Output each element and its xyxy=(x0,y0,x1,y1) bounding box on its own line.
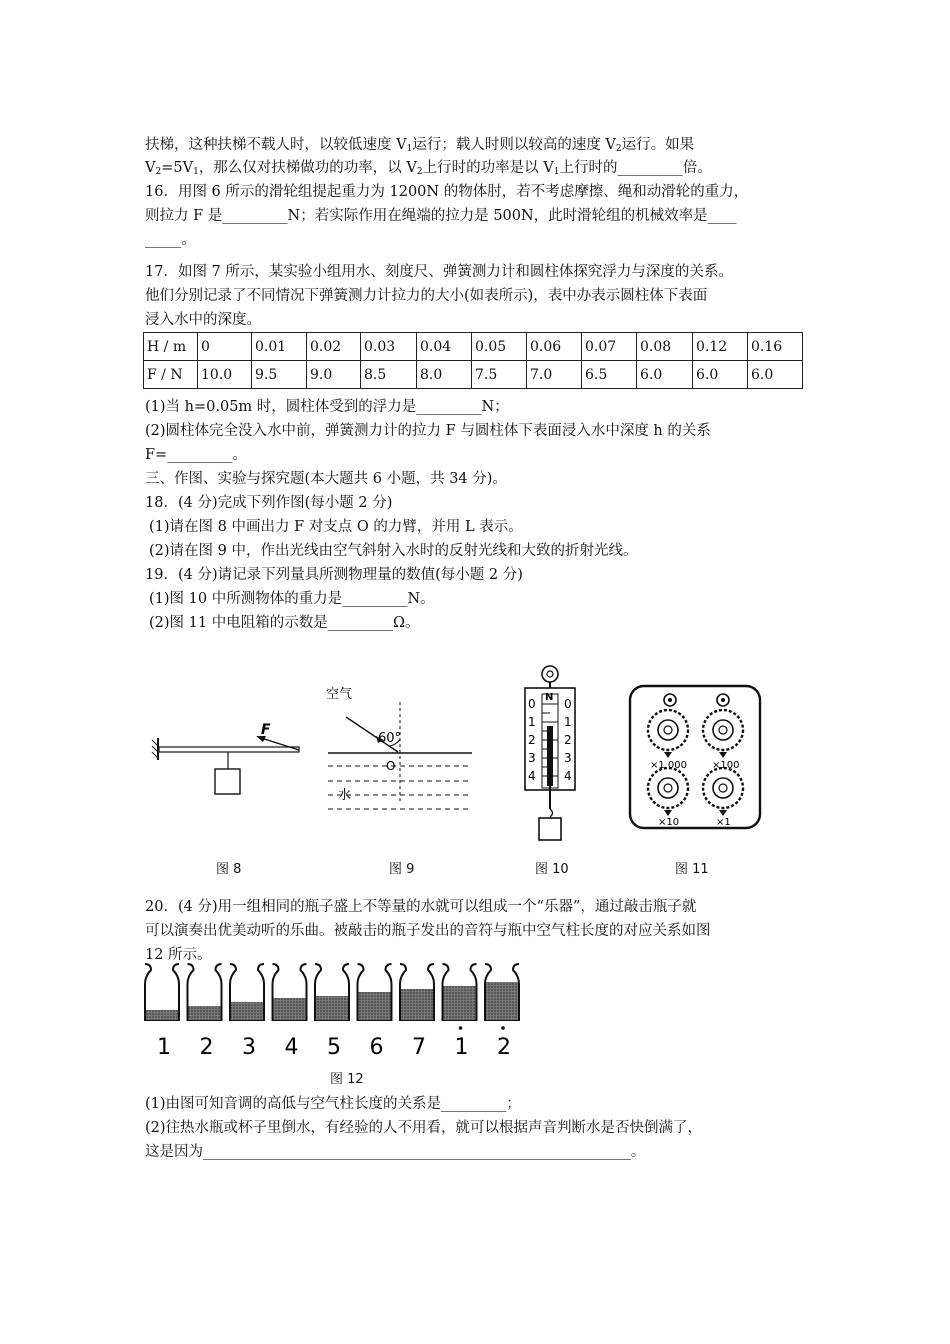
table-cell: 8.0 xyxy=(417,361,472,389)
scale-label: 1 xyxy=(564,715,572,729)
figure-10-caption: 图 10 xyxy=(535,862,569,877)
question-18-part-1: (1)请在图 8 中画出力 F 对支点 O 的力臂，并用 L 表示。 xyxy=(149,519,523,535)
table-cell: 0.06 xyxy=(527,333,582,361)
question-18: 18．(4 分)完成下列作图(每小题 2 分) xyxy=(145,495,393,511)
multiplier-label: ×1 000 xyxy=(650,760,688,771)
figure-12-bottles xyxy=(140,962,530,1062)
scale-label: 0 xyxy=(564,697,572,711)
bottle-water xyxy=(274,998,306,1020)
table-cell: 0.05 xyxy=(472,333,527,361)
bottle-water xyxy=(359,992,391,1020)
scale-label: 3 xyxy=(564,751,572,765)
table-cell: 0.07 xyxy=(582,333,637,361)
table-cell: 0 xyxy=(198,333,252,361)
bottle-water xyxy=(146,1010,178,1020)
figure-11-caption: 图 11 xyxy=(675,862,709,877)
table-cell: 9.0 xyxy=(307,361,361,389)
question-18-part-2: (2)请在图 9 中，作出光线由空气斜射入水时的反射光线和大致的折射光线。 xyxy=(149,543,638,559)
air-label: 空气 xyxy=(326,687,353,702)
question-17-part-1: (1)当 h=0.05m 时，圆柱体受到的浮力是_________N； xyxy=(145,399,509,415)
table-cell: F / N xyxy=(144,361,198,389)
scale-label: 4 xyxy=(564,769,572,783)
data-table xyxy=(143,332,803,389)
octave-dot xyxy=(459,1026,463,1030)
table-cell: 7.0 xyxy=(527,361,582,389)
question-17-line-1: 17．如图 7 所示，某实验小组用水、刻度尺、弹簧测力计和圆柱体探究浮力与深度的关系。 xyxy=(145,264,733,280)
note-label: 7 xyxy=(412,1035,426,1060)
bottle-water xyxy=(401,989,433,1020)
table-cell: 0.03 xyxy=(361,333,417,361)
question-17-part-2-line-2: F=_________。 xyxy=(145,447,247,463)
scale-label: 1 xyxy=(528,715,536,729)
table-cell: 0.12 xyxy=(693,333,748,361)
bottle-water xyxy=(316,996,348,1020)
text-line: $V_2=5V_1$，那么仅对扶梯做功的功率，以 $V_2$上行时的功率是以 $V_1$上行时的_________倍。 xyxy=(145,160,712,177)
question-16-line-2: 则拉力 F 是_________N；若实际作用在绳端的拉力是 500N，此时滑轮组的机械效率是____ xyxy=(145,208,737,224)
table-cell: 6.5 xyxy=(582,361,637,389)
scale-label: 4 xyxy=(528,769,536,783)
table-cell: 0.16 xyxy=(748,333,803,361)
question-20-part-2-line-1: (2)往热水瓶或杯子里倒水，有经验的人不用看，就可以根据声音判断水是否快倒满了， xyxy=(145,1120,703,1136)
multiplier-label: ×10 xyxy=(658,817,680,828)
question-20-line-1: 20．(4 分)用一组相同的瓶子盛上不等量的水就可以组成一个“乐器”，通过敲击瓶子就 xyxy=(145,899,697,915)
point-label: O xyxy=(386,759,396,773)
scale-label: 2 xyxy=(528,733,536,747)
table-cell: 0.02 xyxy=(307,333,361,361)
note-label: 2 xyxy=(199,1035,214,1060)
figure-10-spring-scale xyxy=(520,664,580,854)
question-17-part-2-line-1: (2)圆柱体完全没入水中前，弹簧测力计的拉力 F 与圆柱体下表面浸入水中深度 h 的关系 xyxy=(145,423,711,439)
table-cell: 0.04 xyxy=(417,333,472,361)
table-cell: 6.0 xyxy=(637,361,693,389)
table-cell: H / m xyxy=(144,333,198,361)
table-cell: 8.5 xyxy=(361,361,417,389)
bottle-water xyxy=(444,986,476,1020)
figure-9-refraction xyxy=(320,682,480,822)
question-19-part-1: (1)图 10 中所测物体的重力是_________N。 xyxy=(149,591,435,607)
figure-12-caption: 图 12 xyxy=(330,1072,364,1087)
question-17-line-3: 浸入水中的深度。 xyxy=(145,312,261,328)
scale-label: 2 xyxy=(564,733,572,747)
multiplier-label: ×100 xyxy=(712,760,740,771)
figure-9-caption: 图 9 xyxy=(389,862,415,877)
question-16-line-3: _____。 xyxy=(145,232,196,248)
angle-label: 60° xyxy=(378,731,402,746)
table-cell: 6.0 xyxy=(748,361,803,389)
water-label: 水 xyxy=(338,788,352,803)
table-row xyxy=(144,361,803,389)
note-label: 4 xyxy=(284,1035,299,1060)
note-label: 3 xyxy=(242,1035,256,1060)
unit-label: N xyxy=(545,692,554,703)
table-cell: 10.0 xyxy=(198,361,252,389)
note-label: 6 xyxy=(369,1035,384,1060)
question-20-part-2-line-2: 这是因为___________________________________________________________。 xyxy=(145,1144,646,1160)
note-label: 5 xyxy=(327,1035,341,1060)
table-cell: 9.5 xyxy=(252,361,307,389)
multiplier-label: ×1 xyxy=(716,817,731,828)
figure-8-caption: 图 8 xyxy=(216,862,242,877)
scale-label: 3 xyxy=(528,751,536,765)
bottle-water xyxy=(231,1002,263,1020)
question-19-part-2: (2)图 11 中电阻箱的示数是_________Ω。 xyxy=(149,615,420,631)
note-label: 2 xyxy=(497,1035,511,1060)
question-16-line-1: 16．用图 6 所示的滑轮组提起重力为 1200N 的物体肘，若不考虑摩擦、绳和动滑轮的重力， xyxy=(145,184,749,200)
bottle-water xyxy=(486,982,518,1020)
question-19: 19．(4 分)请记录下列量具所测物理量的数值(每小题 2 分) xyxy=(145,567,523,583)
table-cell: 0.08 xyxy=(637,333,693,361)
table-cell: 6.0 xyxy=(693,361,748,389)
table-cell: 0.01 xyxy=(252,333,307,361)
scale-label: 0 xyxy=(528,697,536,711)
figure-11-resistance-box xyxy=(628,684,763,832)
section-3-heading: 三、作图、实验与探究题(本大题共 6 小题，共 34 分)。 xyxy=(145,471,507,487)
octave-dot xyxy=(501,1026,505,1030)
note-label: 1 xyxy=(454,1035,469,1060)
figure-8-lever xyxy=(150,720,310,830)
text-line: 扶梯，这种扶梯不载人时，以较低速度 $V_1$运行；载人时则以较高的速度 $V_2$运行。如果 xyxy=(145,137,695,154)
question-17-line-2: 他们分别记录了不同情况下弹簧测力计拉力的大小(如表所示)，表中办表示圆柱体下表面 xyxy=(145,288,708,304)
table-row xyxy=(144,333,803,361)
table-cell: 7.5 xyxy=(472,361,527,389)
question-20-line-3: 12 所示。 xyxy=(145,947,212,963)
note-label: 1 xyxy=(157,1035,171,1060)
force-label: F xyxy=(261,722,271,738)
bottle-water xyxy=(189,1006,221,1020)
question-20-part-1: (1)由图可知音调的高低与空气柱长度的关系是_________； xyxy=(145,1096,521,1112)
question-20-line-2: 可以演奏出优美动听的乐曲。被敲击的瓶子发出的音符与瓶中空气柱长度的对应关系如图 xyxy=(145,923,711,939)
